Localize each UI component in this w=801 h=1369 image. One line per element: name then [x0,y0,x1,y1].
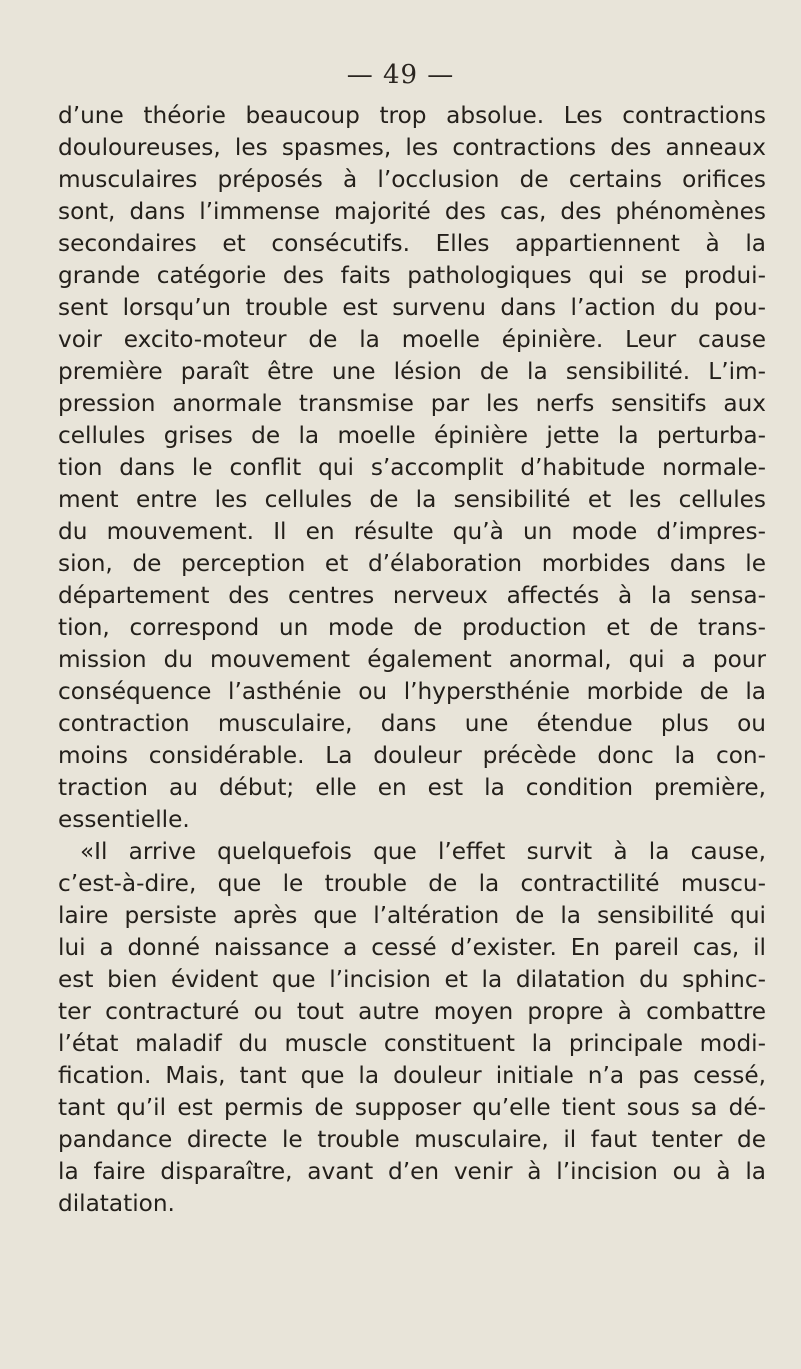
text-line: sion, de perception et d’élaboration morbides dans le [58,550,766,577]
text-line: fication. Mais, tant que la douleur initiale n’a pas cessé, [58,1062,766,1089]
text-line: cellules grises de la moelle épinière jette la perturba- [58,422,766,449]
text-line: «Il arrive quelquefois que l’effet survit à la cause, [80,838,766,865]
text-line: mission du mouvement également anormal, qui a pour [58,646,766,673]
text-line: du mouvement. Il en résulte qu’à un mode d’impres- [58,518,766,545]
text-line: lui a donné naissance a cessé d’exister. En pareil cas, il [58,934,766,961]
text-line: traction au début; elle en est la condition première, [58,774,766,801]
text-line: conséquence l’asthénie ou l’hypersthénie morbide de la [58,678,766,705]
text-line: est bien évident que l’incision et la dilatation du sphinc- [58,966,766,993]
text-line: sont, dans l’immense majorité des cas, des phénomènes [58,198,766,225]
text-line: ment entre les cellules de la sensibilité et les cellules [58,486,766,513]
page-number: — 49 — [346,60,455,90]
text-line: tion, correspond un mode de production et de trans- [58,614,766,641]
text-line: contraction musculaire, dans une étendue plus ou [58,710,766,737]
text-line: douloureuses, les spasmes, les contractions des anneaux [58,134,766,161]
text-line: l’état maladif du muscle constituent la principale modi- [58,1030,766,1057]
text-line: secondaires et consécutifs. Elles appartiennent à la [58,230,766,257]
text-line: la faire disparaître, avant d’en venir à l’incision ou à la [58,1158,766,1185]
body-text [58,100,766,1220]
text-line: grande catégorie des faits pathologiques qui se produi- [58,262,766,289]
text-line: département des centres nerveux affectés à la sensa- [58,582,766,609]
text-line: tion dans le conflit qui s’accomplit d’habitude normale- [58,454,766,481]
text-line: sent lorsqu’un trouble est survenu dans l’action du pou- [58,294,766,321]
text-line: première paraît être une lésion de la sensibilité. L’im- [58,358,766,385]
text-line: ter contracturé ou tout autre moyen propre à combattre [58,998,766,1025]
text-line: laire persiste après que l’altération de la sensibilité qui [58,902,766,929]
text-line: tant qu’il est permis de supposer qu’elle tient sous sa dé- [58,1094,766,1121]
text-line: dilatation. [58,1190,175,1217]
text-line: voir excito-moteur de la moelle épinière. Leur cause [58,326,766,353]
text-line: essentielle. [58,806,190,833]
text-line: moins considérable. La douleur précède donc la con- [58,742,766,769]
text-line: d’une théorie beaucoup trop absolue. Les contractions [58,102,766,129]
text-line: pression anormale transmise par les nerfs sensitifs aux [58,390,766,417]
text-line: pandance directe le trouble musculaire, il faut tenter de [58,1126,766,1153]
text-line: c’est-à-dire, que le trouble de la contractilité muscu- [58,870,766,897]
text-line: musculaires préposés à l’occlusion de certains orifices [58,166,766,193]
